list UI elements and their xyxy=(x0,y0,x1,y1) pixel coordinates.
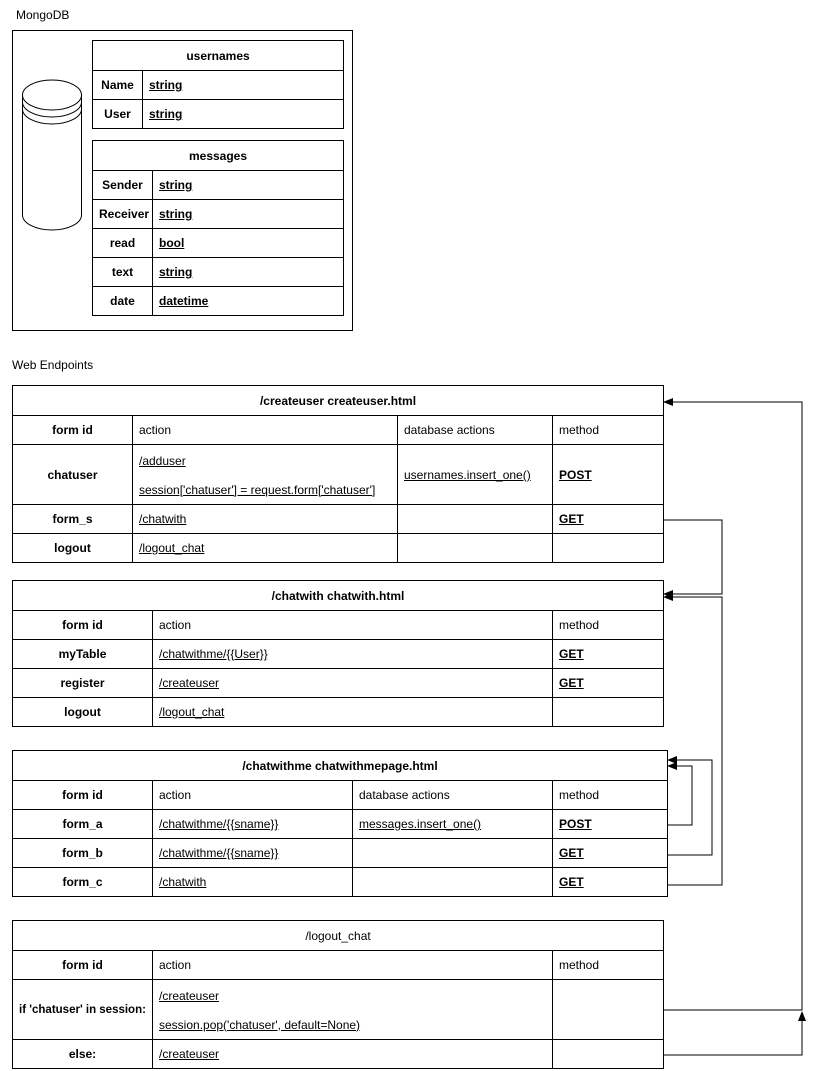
field-type: string xyxy=(143,71,344,100)
action-link[interactable]: /createuser xyxy=(153,1040,553,1069)
db-action xyxy=(353,868,553,897)
action-link[interactable]: /chatwithme/{{sname}} xyxy=(153,839,353,868)
field-name: Name xyxy=(93,71,143,100)
field-type: string xyxy=(153,200,344,229)
form-id: logout xyxy=(13,698,153,727)
db-action xyxy=(398,534,553,563)
usernames-title: usernames xyxy=(93,41,344,71)
method: GET xyxy=(553,505,664,534)
arrow-form-a-to-chatwithme xyxy=(667,766,692,825)
endpoint-title: /createuser createuser.html xyxy=(13,386,664,416)
arrow-form-c-to-chatwith xyxy=(664,597,722,885)
form-id: myTable xyxy=(13,640,153,669)
header-method: method xyxy=(553,781,668,810)
form-id: else: xyxy=(13,1040,153,1069)
createuser-endpoint xyxy=(12,385,664,563)
header-action: action xyxy=(153,611,553,640)
method: GET xyxy=(553,640,664,669)
method xyxy=(553,698,664,727)
arrow-logout-else xyxy=(663,1012,802,1055)
logout-endpoint xyxy=(12,920,664,1069)
action-detail: session['chatuser'] = request.form['chatuser'] xyxy=(139,482,376,497)
db-action: messages.insert_one() xyxy=(353,810,553,839)
endpoint-title: /chatwith chatwith.html xyxy=(13,581,664,611)
header-form-id: form id xyxy=(13,611,153,640)
db-action xyxy=(398,505,553,534)
action-detail: session.pop('chatuser', default=None) xyxy=(159,1017,361,1032)
endpoint-title: /chatwithme chatwithmepage.html xyxy=(13,751,668,781)
action-link[interactable]: /createuser xyxy=(159,988,220,1003)
action-link[interactable]: /logout_chat xyxy=(153,698,553,727)
form-id: form_c xyxy=(13,868,153,897)
action-link[interactable]: /createuser xyxy=(153,669,553,698)
action-link[interactable]: /chatwithme/{{User}} xyxy=(153,640,553,669)
endpoint-title: /logout_chat xyxy=(13,921,664,951)
header-action: action xyxy=(133,416,398,445)
action-link[interactable]: /adduser xyxy=(139,453,186,468)
field-name: User xyxy=(93,100,143,129)
header-method: method xyxy=(553,951,664,980)
action-link[interactable]: /chatwith xyxy=(153,868,353,897)
field-name: date xyxy=(93,287,153,316)
db-action xyxy=(353,839,553,868)
method: GET xyxy=(553,868,668,897)
action-link[interactable]: /logout_chat xyxy=(133,534,398,563)
field-name: Sender xyxy=(93,171,153,200)
header-action: action xyxy=(153,781,353,810)
field-name: Receiver xyxy=(93,200,153,229)
field-type: bool xyxy=(153,229,344,258)
action-cell xyxy=(133,445,398,505)
arrow-logout-to-createuser xyxy=(663,402,802,1010)
field-name: text xyxy=(93,258,153,287)
form-id: logout xyxy=(13,534,133,563)
method: GET xyxy=(553,839,668,868)
usernames-collection xyxy=(92,40,344,129)
header-form-id: form id xyxy=(13,951,153,980)
method: GET xyxy=(553,669,664,698)
header-method: method xyxy=(553,416,664,445)
chatwithme-endpoint xyxy=(12,750,668,897)
field-name: read xyxy=(93,229,153,258)
method xyxy=(553,534,664,563)
action-link[interactable]: /chatwith xyxy=(133,505,398,534)
action-cell xyxy=(153,980,553,1040)
header-action: action xyxy=(153,951,553,980)
method xyxy=(553,1040,664,1069)
field-type: string xyxy=(153,171,344,200)
method: POST xyxy=(553,445,664,505)
action-link[interactable]: /chatwithme/{{sname}} xyxy=(153,810,353,839)
header-db-actions: database actions xyxy=(398,416,553,445)
form-id: register xyxy=(13,669,153,698)
web-endpoints-label: Web Endpoints xyxy=(12,358,94,372)
mongodb-label: MongoDB xyxy=(16,8,70,22)
header-form-id: form id xyxy=(13,781,153,810)
field-type: string xyxy=(143,100,344,129)
messages-title: messages xyxy=(93,141,344,171)
db-action: usernames.insert_one() xyxy=(398,445,553,505)
form-id: chatuser xyxy=(13,445,133,505)
form-id: form_s xyxy=(13,505,133,534)
header-method: method xyxy=(553,611,664,640)
header-form-id: form id xyxy=(13,416,133,445)
header-db-actions: database actions xyxy=(353,781,553,810)
field-type: datetime xyxy=(153,287,344,316)
form-id: form_b xyxy=(13,839,153,868)
form-id: form_a xyxy=(13,810,153,839)
form-id: if 'chatuser' in session: xyxy=(13,980,153,1040)
arrow-form-s-to-chatwith xyxy=(663,520,722,594)
method xyxy=(553,980,664,1040)
field-type: string xyxy=(153,258,344,287)
chatwith-endpoint xyxy=(12,580,664,727)
arrow-form-b-to-chatwithme xyxy=(667,760,712,855)
method: POST xyxy=(553,810,668,839)
messages-collection xyxy=(92,140,344,316)
